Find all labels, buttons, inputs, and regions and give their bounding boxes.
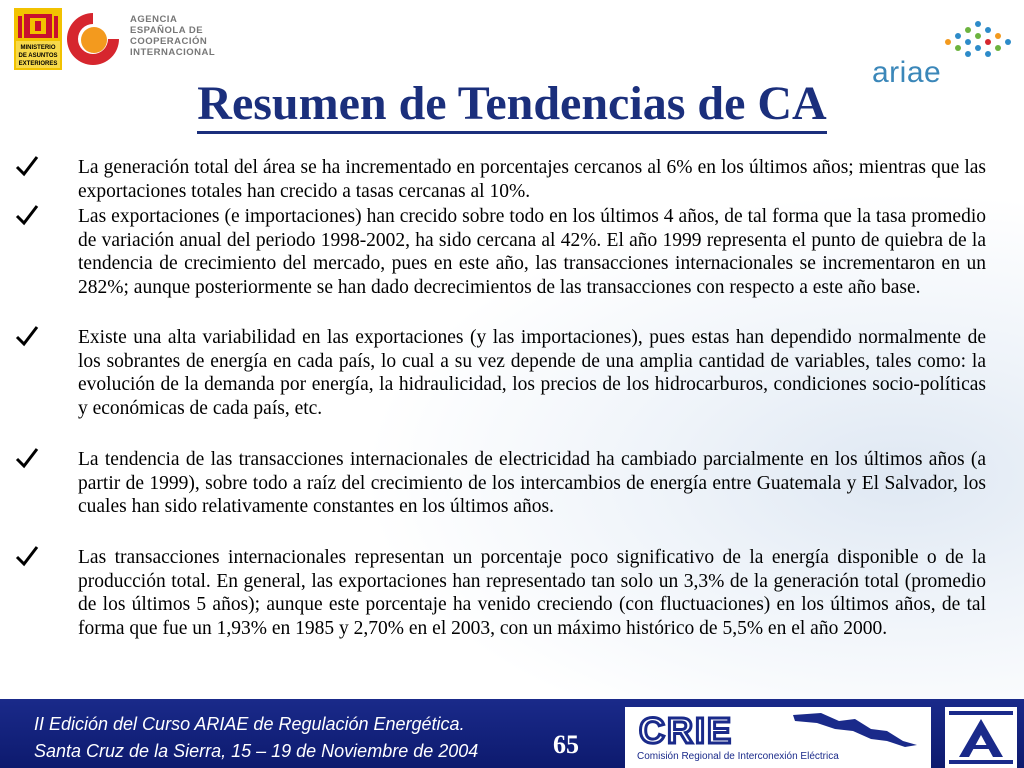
ariae-logo-text: ariae (872, 56, 942, 89)
slide-title (0, 74, 1024, 134)
footer-location-date: Santa Cruz de la Sierra, 15 – 19 de Noviembre de 2004 (34, 741, 479, 761)
page-number: 65 (553, 730, 579, 759)
bullet-text: Existe una alta variabilidad en las exportaciones (y las importaciones), pues estas han dependido normalmente de los sobrantes de energía en cada país, lo cual a su vez depende de una amplia cantidad de variables, tales como: la evolución de la demanda por energía, la hidraulicidad, los precios de los hidrocarburos, condiciones socio-políticas y económicas de cada país, etc. (78, 327, 986, 419)
aeci-logo-text (130, 14, 240, 58)
ministerio-asuntos-exteriores-logo (14, 8, 62, 70)
aeci-line-1: AGENCIA (130, 14, 178, 25)
bullet-text: Las transacciones internacionales representan un porcentaje poco significativo de la energía disponible o de la producción total. En general, las exportaciones han representado tan solo un 3,3% de la generación total (promedio de los últimos 5 años); aunque este porcentaje ha venido creciendo (con fluctuaciones) en los últimos años, de tal forma que fue un 1,93% en 1985 y 2,70% en el 2003, con un máximo histórico de 5,5% en el año 2000. (78, 547, 986, 639)
ariae-dots-icon (942, 18, 1014, 66)
ministerio-logo-line-1: MINISTERIO (20, 45, 56, 51)
a-logo (945, 707, 1017, 768)
checkmark-icon (14, 446, 40, 470)
ministerio-logo-line-3: EXTERIORES (18, 61, 58, 67)
aeci-line-4: INTERNACIONAL (130, 47, 216, 58)
bullet-text: La generación total del área se ha incrementado en porcentajes cercanos al 6% en los últimos años; mientras que las exportaciones totales han crecido a tasas cercanas al 10%. (78, 157, 986, 202)
footer-course-title: II Edición del Curso ARIAE de Regulación Energética. (34, 714, 465, 734)
bullet-text: Las exportaciones (e importaciones) han crecido sobre todo en los últimos 4 años, de tal forma que la tasa promedio de variación anual del periodo 1998-2002, ha sido cercana al 42%. El año 1999 representa el punto de quiebra de la tendencia de crecimiento del mercado, pues en este año, las transacciones internacionales se incrementaron en un 282%; aunque posteriormente se han dado decrecimientos de las transacciones con respecto a este año base. (78, 206, 986, 298)
checkmark-icon (14, 324, 40, 348)
aeci-logo-mark (64, 10, 122, 68)
checkmark-icon (14, 203, 40, 227)
checkmark-icon (14, 544, 40, 568)
a-logo-icon (945, 707, 1017, 768)
aeci-line-2: ESPAÑOLA DE (130, 25, 204, 36)
crie-logo-graphic (625, 707, 931, 751)
slide-title-text: Resumen de Tendencias de CA (197, 77, 826, 134)
ministerio-logo-line-2: DE ASUNTOS (18, 53, 58, 59)
crie-logo (625, 707, 931, 768)
footer-bar (0, 699, 1024, 768)
crie-caption: Comisión Regional de Interconexión Eléctrica (637, 751, 839, 762)
checkmark-icon (14, 154, 40, 178)
bullet-text: La tendencia de las transacciones internacionales de electricidad ha cambiado parcialmente en los últimos años (a partir de 1999), sobre todo a raíz del crecimiento de los intercambios de energía entre Guatemala y El Salvador, los cuales han sido relativamente constantes en los últimos años. (78, 449, 986, 518)
aeci-line-3: COOPERACIÓN (130, 36, 208, 47)
crie-logo-lettering: CRIE (639, 710, 734, 751)
